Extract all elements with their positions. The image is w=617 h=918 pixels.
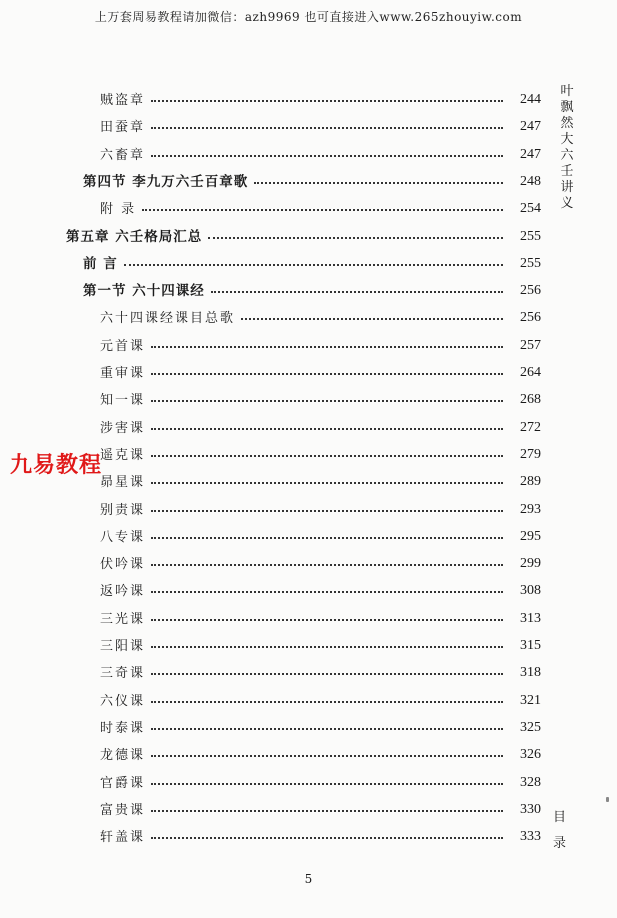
- toc-entry-page: 279: [520, 447, 541, 462]
- toc-leader-dots: [151, 426, 503, 430]
- toc-leader-dots: [151, 508, 503, 512]
- toc-entry: [100, 687, 541, 709]
- toc-entry-label: 三奇课: [100, 666, 146, 681]
- toc-entry: [83, 168, 541, 190]
- toc-entry: [100, 741, 541, 763]
- toc-entry-page: 264: [520, 365, 541, 380]
- toc-entry-page: 256: [520, 310, 541, 325]
- toc-entry-label: 第五章 六壬格局汇总: [66, 229, 203, 245]
- toc-leader-dots: [151, 753, 503, 757]
- toc-entry: [100, 414, 541, 436]
- toc-entry-label: 前 言: [83, 256, 118, 272]
- toc-entry: [83, 277, 541, 299]
- toc-leader-dots: [151, 153, 503, 157]
- toc-leader-dots: [151, 344, 503, 348]
- section-label-lu: 录: [553, 836, 567, 851]
- section-label-mu: 目: [553, 810, 567, 825]
- toc-entry: [83, 250, 541, 272]
- toc-entry-page: 272: [520, 420, 541, 435]
- toc-entry-page: 299: [520, 556, 541, 571]
- toc-entry-label: 昴星课: [100, 475, 146, 490]
- toc-entry-label: 第一节 六十四课经: [83, 283, 205, 299]
- toc-entry-page: 326: [520, 747, 541, 762]
- toc-leader-dots: [211, 289, 503, 293]
- toc-leader-dots: [254, 180, 503, 184]
- toc-entry-label: 贼盗章: [100, 93, 146, 108]
- toc-entry-page: 328: [520, 775, 541, 790]
- toc-leader-dots: [151, 699, 503, 703]
- toc-entry-page: 244: [520, 92, 541, 107]
- toc-entry-label: 元首课: [100, 339, 146, 354]
- toc-leader-dots: [151, 617, 503, 621]
- toc-entry: [100, 141, 541, 163]
- toc-entry-label: 重审课: [100, 366, 146, 381]
- toc-leader-dots: [151, 125, 503, 129]
- toc-entry-page: 318: [520, 665, 541, 680]
- book-title-vertical: 叶飘然大六壬讲义: [560, 84, 574, 211]
- toc-entry-page: 315: [520, 638, 541, 653]
- toc-entry-page: 255: [520, 256, 541, 271]
- toc-entry-label: 官爵课: [100, 776, 146, 791]
- toc-entry-label: 田蚕章: [100, 120, 146, 135]
- toc-entry: [100, 386, 541, 408]
- toc-entry: [100, 659, 541, 681]
- toc-leader-dots: [151, 644, 503, 648]
- toc-entry: [100, 195, 541, 217]
- toc-leader-dots: [151, 808, 503, 812]
- page-number: 5: [304, 872, 313, 886]
- scan-speck: [606, 797, 609, 802]
- toc-leader-dots: [151, 835, 503, 839]
- toc-entry-page: 325: [520, 720, 541, 735]
- toc-entry-label: 六十四课经课目总歌: [100, 311, 236, 326]
- toc-entry-label: 第四节 李九万六壬百章歌: [83, 174, 249, 190]
- toc-leader-dots: [151, 98, 503, 102]
- toc-entry-page: 330: [520, 802, 541, 817]
- toc-leader-dots: [151, 781, 503, 785]
- toc-leader-dots: [151, 726, 503, 730]
- toc-leader-dots: [124, 262, 503, 266]
- toc-entry-label: 龙德课: [100, 748, 146, 763]
- toc-entry: [100, 332, 541, 354]
- toc-entry-page: 293: [520, 502, 541, 517]
- toc-entry: [100, 468, 541, 490]
- toc-entry: [100, 113, 541, 135]
- toc-entry-label: 富贵课: [100, 803, 146, 818]
- toc-entry-label: 轩盖课: [100, 830, 146, 845]
- toc-entry-page: 255: [520, 229, 541, 244]
- toc-entry-page: 308: [520, 583, 541, 598]
- toc-entry-label: 附 录: [100, 202, 137, 217]
- toc-leader-dots: [151, 535, 503, 539]
- toc-entry-page: 321: [520, 693, 541, 708]
- toc-entry-label: 知一课: [100, 393, 146, 408]
- toc-entry-page: 289: [520, 474, 541, 489]
- toc-entry-label: 六仪课: [100, 694, 146, 709]
- toc-entry: [100, 769, 541, 791]
- toc-entry-label: 六畜章: [100, 148, 146, 163]
- page-header: 上万套周易教程请加微信：azh9969 也可直接进入www.265zhouyiw.com: [94, 10, 523, 24]
- toc-leader-dots: [241, 316, 503, 320]
- toc-entry-label: 涉害课: [100, 421, 146, 436]
- toc-entry: [66, 223, 541, 245]
- toc-entry: [100, 496, 541, 518]
- toc-leader-dots: [151, 480, 503, 484]
- toc-leader-dots: [151, 398, 503, 402]
- toc-entry: [100, 632, 541, 654]
- toc-leader-dots: [208, 235, 503, 239]
- toc-entry-page: 268: [520, 392, 541, 407]
- toc-entry-label: 三光课: [100, 612, 146, 627]
- toc-entry-label: 返吟课: [100, 584, 146, 599]
- toc-entry: [100, 605, 541, 627]
- toc-entry: [100, 441, 541, 463]
- toc-leader-dots: [142, 207, 503, 211]
- toc-entry-page: 256: [520, 283, 541, 298]
- toc-entry-page: 247: [520, 119, 541, 134]
- toc-entry-label: 伏吟课: [100, 557, 146, 572]
- toc-entry: [100, 714, 541, 736]
- toc-entry: [100, 796, 541, 818]
- toc-leader-dots: [151, 562, 503, 566]
- toc-entry: [100, 577, 541, 599]
- toc-entry-label: 别责课: [100, 503, 146, 518]
- toc-entry-page: 247: [520, 147, 541, 162]
- toc-entry: [100, 550, 541, 572]
- toc-leader-dots: [151, 671, 503, 675]
- toc-entry: [100, 823, 541, 845]
- toc-entry-page: 254: [520, 201, 541, 216]
- watermark-stamp: 九易教程: [10, 453, 103, 478]
- toc-entry-label: 遥克课: [100, 448, 146, 463]
- toc-entry-page: 295: [520, 529, 541, 544]
- toc-leader-dots: [151, 371, 503, 375]
- toc-entry-label: 时泰课: [100, 721, 146, 736]
- toc-entry: [100, 86, 541, 108]
- toc-entry-label: 八专课: [100, 530, 146, 545]
- toc-entry: [100, 359, 541, 381]
- toc-leader-dots: [151, 453, 503, 457]
- toc-entry-page: 333: [520, 829, 541, 844]
- toc-entry-page: 248: [520, 174, 541, 189]
- toc-entry: [100, 304, 541, 326]
- toc-entry: [100, 523, 541, 545]
- toc-leader-dots: [151, 589, 503, 593]
- toc-entry-label: 三阳课: [100, 639, 146, 654]
- toc-entry-page: 313: [520, 611, 541, 626]
- toc-entry-page: 257: [520, 338, 541, 353]
